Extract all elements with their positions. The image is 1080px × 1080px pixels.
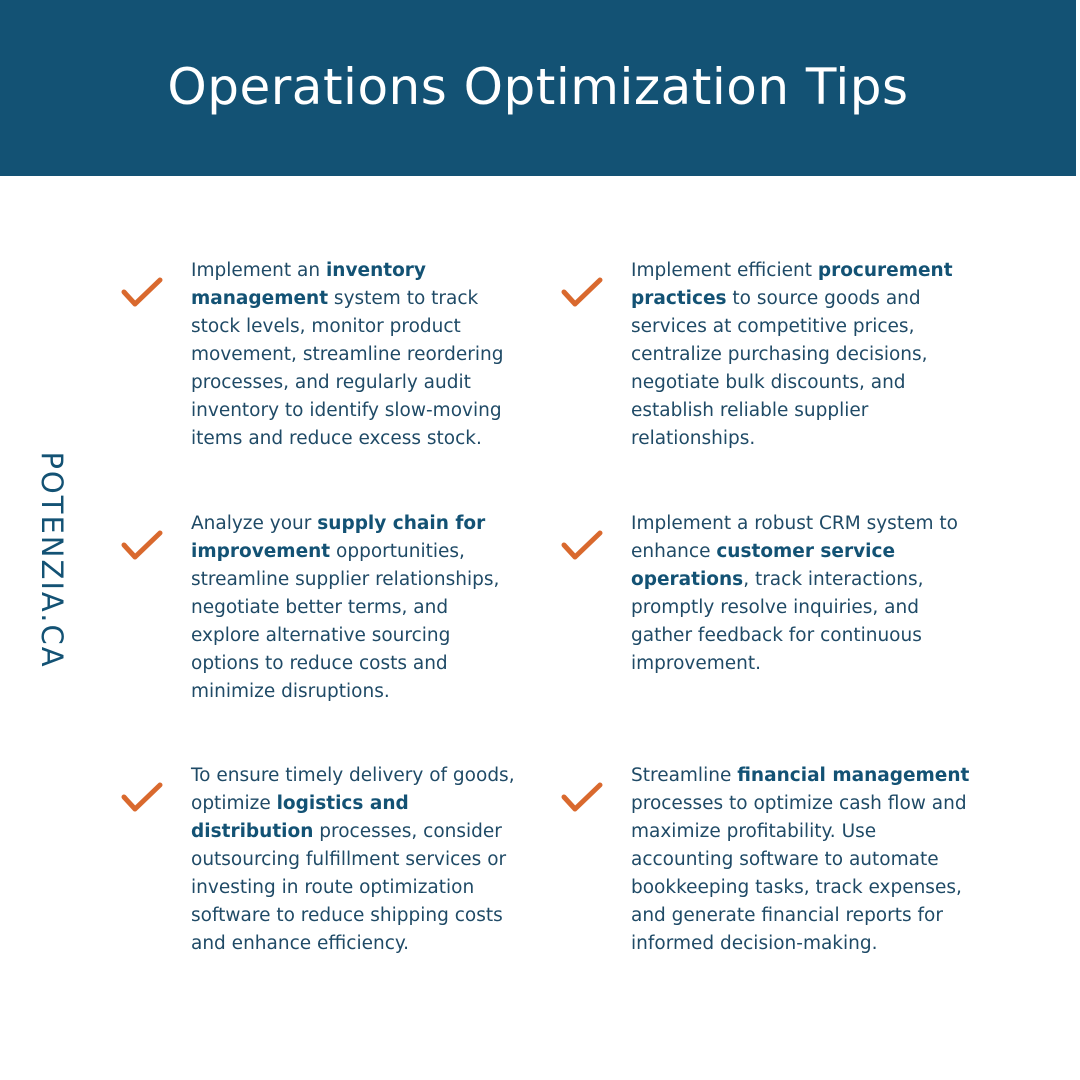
tip-text: Implement a robust CRM system to enhance customer service operations, track interactions, promptly resolve inquiries, and gather feedback for continuous improvement.	[631, 513, 958, 674]
tip-text: Analyze your supply chain for improvement opportunities, streamline supplier relationships, negotiate better terms, and explore alternative sourcing options to reduce costs and minimize disruptions.	[191, 513, 500, 702]
brand-watermark: POTENZIA.CA	[35, 451, 69, 669]
check-icon	[560, 528, 604, 564]
check-icon	[120, 275, 164, 311]
header-banner	[0, 0, 1076, 176]
tip-text: Implement an inventory management system to track stock levels, monitor product movement, streamline reordering processes, and regularly audit inventory to identify slow-moving items and reduce excess stock.	[191, 260, 504, 449]
tip-text: Implement efficient procurement practices to source goods and services at competitive prices, centralize purchasing decisions, negotiate bulk discounts, and establish reliable supplier relationships.	[631, 260, 953, 449]
tip-text: Streamline financial management processes to optimize cash flow and maximize profitability. Use accounting software to automate bookkeeping tasks, track expenses, and generate financial reports for informed decision-making.	[631, 765, 970, 954]
check-icon	[560, 780, 604, 816]
tip-text: To ensure timely delivery of goods, optimize logistics and distribution processes, consider outsourcing fulfillment services or investing in route optimization software to reduce shipping costs and enhance efficiency.	[191, 765, 515, 954]
check-icon	[120, 528, 164, 564]
page-title: Operations Optimization Tips	[167, 58, 909, 116]
check-icon	[560, 275, 604, 311]
check-icon	[120, 780, 164, 816]
